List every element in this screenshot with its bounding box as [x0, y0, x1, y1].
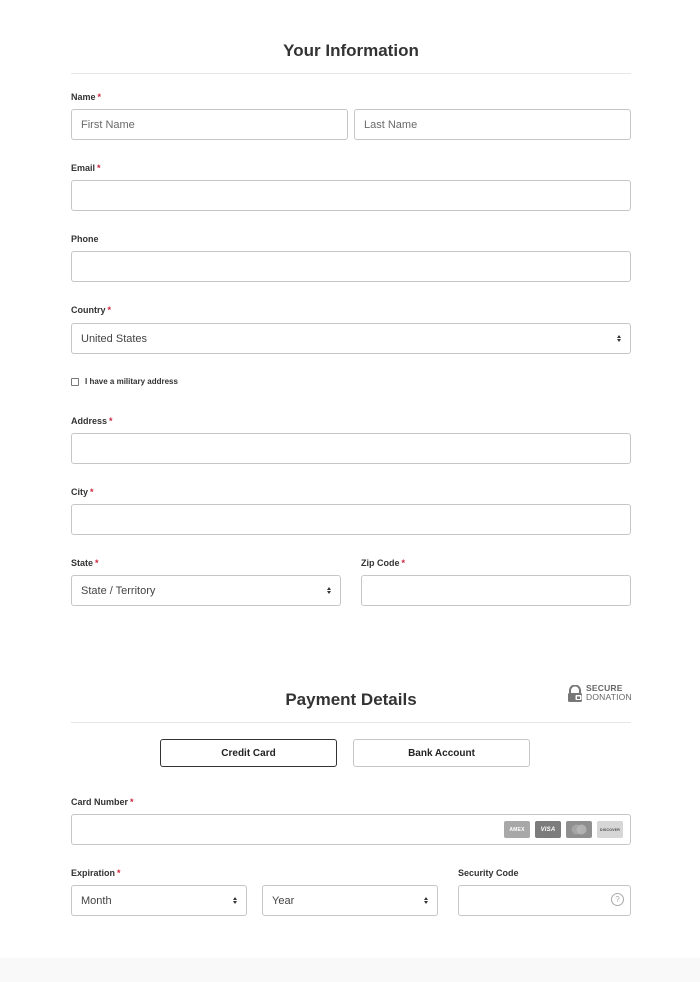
required-mark: * — [401, 558, 406, 568]
zip-code-label: Zip Code * — [361, 558, 406, 568]
select-arrows-icon — [617, 335, 621, 342]
discover-icon: DISCOVER — [597, 821, 623, 838]
payment-details-title: Payment Details — [285, 690, 417, 709]
select-arrows-icon — [424, 897, 428, 904]
city-input[interactable] — [71, 504, 631, 535]
visa-icon: VISA — [535, 821, 561, 838]
expiration-year-select[interactable] — [262, 885, 438, 916]
security-code-label: Security Code — [458, 868, 519, 878]
required-mark: * — [130, 797, 134, 807]
select-arrows-icon — [233, 897, 237, 904]
mastercard-icon — [566, 821, 592, 838]
amex-icon: AMEX — [504, 821, 530, 838]
lock-icon — [567, 685, 583, 702]
required-mark: * — [95, 558, 99, 568]
name-label: Name * — [71, 92, 102, 102]
required-mark: * — [97, 163, 101, 173]
military-address-row — [71, 377, 178, 386]
expiration-month-select[interactable] — [71, 885, 247, 916]
first-name-input[interactable] — [71, 109, 348, 140]
required-mark: * — [97, 92, 102, 102]
country-label: Country * — [71, 305, 112, 315]
required-mark: * — [117, 868, 121, 878]
email-input[interactable] — [71, 180, 631, 211]
footer-strip — [0, 958, 700, 982]
city-label: City * — [71, 487, 94, 497]
section-divider — [71, 722, 631, 723]
required-mark: * — [107, 305, 112, 315]
help-icon[interactable]: ? — [611, 893, 624, 906]
secure-donation-text: SECURE DONATION — [586, 683, 632, 702]
state-label: State * — [71, 558, 99, 568]
required-mark: * — [109, 416, 113, 426]
security-code-input[interactable] — [458, 885, 631, 916]
credit-card-tab[interactable]: Credit Card — [160, 739, 337, 767]
select-arrows-icon — [327, 587, 331, 594]
year-select-value: Year — [272, 894, 295, 907]
card-logos — [504, 821, 623, 838]
phone-input[interactable] — [71, 251, 631, 282]
state-select-value: State / Territory — [81, 584, 156, 597]
expiration-label: Expiration * — [71, 868, 121, 878]
zip-code-input[interactable] — [361, 575, 631, 606]
card-number-label: Card Number * — [71, 797, 134, 807]
phone-label: Phone — [71, 234, 99, 244]
state-select[interactable] — [71, 575, 341, 606]
secure-donation-badge — [567, 684, 632, 702]
bank-account-tab[interactable]: Bank Account — [353, 739, 530, 767]
month-select-value: Month — [81, 894, 112, 907]
military-address-label: I have a military address — [85, 377, 178, 386]
country-select-value: United States — [81, 332, 148, 345]
last-name-input[interactable] — [354, 109, 631, 140]
address-label: Address * — [71, 416, 113, 426]
required-mark: * — [90, 487, 94, 497]
section-divider — [71, 73, 631, 74]
country-select[interactable] — [71, 323, 631, 354]
address-input[interactable] — [71, 433, 631, 464]
your-information-title: Your Information — [283, 41, 419, 60]
military-address-checkbox[interactable] — [71, 378, 79, 386]
email-label: Email * — [71, 163, 101, 173]
